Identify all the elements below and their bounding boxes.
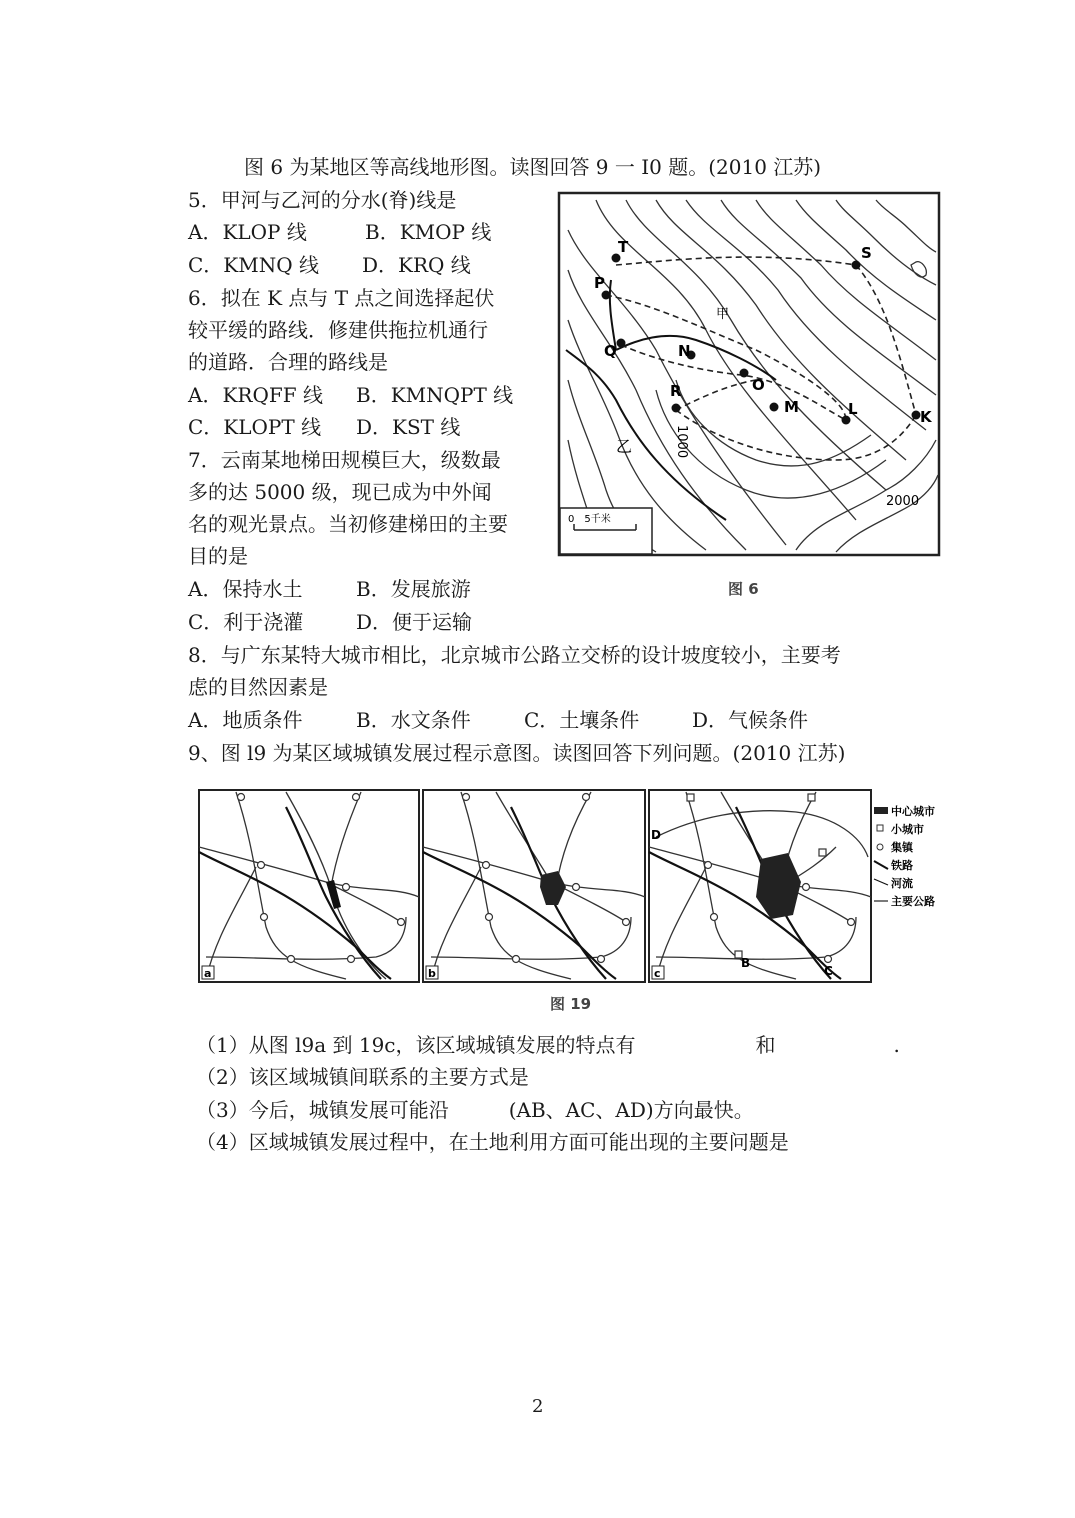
- svg-text:L: L: [848, 400, 858, 418]
- fig19-caption: 图 19: [550, 995, 592, 1013]
- q9-sub4: （4）区域城镇发展过程中，在土地利用方面可能出现的主要问题是: [196, 1130, 789, 1154]
- q5-option-a: A．KLOP 线: [188, 220, 307, 244]
- svg-text:O: O: [752, 376, 765, 394]
- q5-option-d: D．KRQ 线: [362, 253, 471, 277]
- q7-stem-4: 目的是: [188, 544, 248, 568]
- q7-stem-3: 名的观光景点。当初修建梯田的主要: [188, 512, 508, 536]
- svg-text:N: N: [678, 342, 691, 360]
- q9-sub3-options: (AB、AC、AD)方向最快。: [508, 1098, 754, 1122]
- q6-option-c: C．KLOPT 线: [188, 415, 322, 439]
- q7-stem-2: 多的达 5000 级，现已成为中外闻: [188, 480, 492, 504]
- q7-option-b: B．发展旅游: [356, 577, 471, 601]
- svg-text:S: S: [861, 244, 872, 262]
- svg-text:Q: Q: [604, 342, 617, 360]
- fig19-panel-b: [423, 790, 645, 982]
- q9-sub1: [196, 1031, 900, 1059]
- fig6-contour-map: [556, 190, 946, 565]
- q8-option-c: C．土壤条件: [524, 708, 640, 732]
- q8-option-a: A．地质条件: [188, 708, 303, 732]
- fig19-panel-c: [649, 790, 871, 982]
- q8-option-b: B．水文条件: [356, 708, 471, 732]
- q8-stem-2: 虑的目然因素是: [188, 675, 328, 699]
- q7-option-a: A．保持水土: [188, 577, 303, 601]
- q9-sub3-text: （3）今后，城镇发展可能沿: [196, 1098, 449, 1122]
- fig19-point-b: B: [741, 956, 751, 970]
- q9-stem: 9、图 l9 为某区域城镇发展过程示意图。读图回答下列问题。(2010 江苏): [188, 741, 846, 765]
- legend-market-town: 集镇: [891, 841, 913, 854]
- fig6-river-yi-label: 乙: [616, 437, 633, 456]
- fig6-river-jia-label: 甲: [716, 307, 730, 322]
- q9-sub1-end: .: [893, 1033, 900, 1057]
- fig6-scale-label: 0 5千米: [568, 514, 611, 525]
- q7-option-d: D．便于运输: [356, 610, 473, 634]
- q6-stem-3: 的道路．合理的路线是: [188, 350, 388, 374]
- q9-sub1-and: 和: [755, 1033, 776, 1057]
- page-number: 2: [532, 1396, 544, 1417]
- svg-text:R: R: [670, 382, 682, 400]
- fig19-panel-c-label: c: [654, 967, 661, 980]
- q8-option-d: D．气候条件: [692, 708, 809, 732]
- fig19-town-development: [196, 787, 941, 987]
- svg-text:T: T: [618, 238, 629, 256]
- q6-stem-2: 较平缓的路线．修建供拖拉机通行: [188, 318, 488, 342]
- fig19-panel-a-label: a: [204, 967, 212, 980]
- q6-option-a: A．KRQFF 线: [188, 383, 323, 407]
- legend-railway: 铁路: [891, 859, 913, 872]
- svg-text:P: P: [594, 274, 605, 292]
- fig6-contour-1000: 1000: [674, 425, 689, 459]
- q7-option-c: C．利于浇灌: [188, 610, 304, 634]
- fig19-legend: [874, 804, 935, 908]
- q6-stem-1: 6．拟在 K 点与 T 点之间选择起伏: [188, 286, 495, 310]
- q9-sub3: [196, 1096, 754, 1124]
- q7-stem-1: 7．云南某地梯田规模巨大，级数最: [188, 448, 501, 472]
- q5-option-c: C．KMNQ 线: [188, 253, 319, 277]
- fig6-caption: 图 6: [728, 580, 759, 598]
- q9-sub1-text: （1）从图 l9a 到 19c，该区域城镇发展的特点有: [196, 1033, 636, 1057]
- fig19-panel-a: [199, 790, 419, 982]
- q5-stem: 5．甲河与乙河的分水(脊)线是: [188, 188, 457, 212]
- fig6-contour-2000: 2000: [886, 494, 920, 509]
- q9-sub2: （2）该区域城镇间联系的主要方式是: [196, 1065, 529, 1089]
- svg-text:K: K: [920, 408, 932, 426]
- svg-text:M: M: [784, 398, 799, 416]
- q6-option-b: B．KMNQPT 线: [356, 383, 514, 407]
- legend-central-city: 中心城市: [891, 805, 935, 818]
- fig19-panel-b-label: b: [428, 967, 436, 980]
- intro-text: 图 6 为某地区等高线地形图。读图回答 9 一 I0 题。(2010 江苏): [244, 155, 822, 179]
- legend-small-city: 小城市: [891, 823, 924, 836]
- fig19-point-c: C: [824, 964, 833, 978]
- legend-main-road: 主要公路: [891, 895, 935, 908]
- legend-river: 河流: [891, 877, 913, 890]
- q8-stem-1: 8．与广东某特大城市相比，北京城市公路立交桥的设计坡度较小，主要考: [188, 643, 841, 667]
- q5-option-b: B．KMOP 线: [365, 220, 492, 244]
- q6-option-d: D．KST 线: [356, 415, 461, 439]
- fig19-point-d: D: [651, 828, 661, 842]
